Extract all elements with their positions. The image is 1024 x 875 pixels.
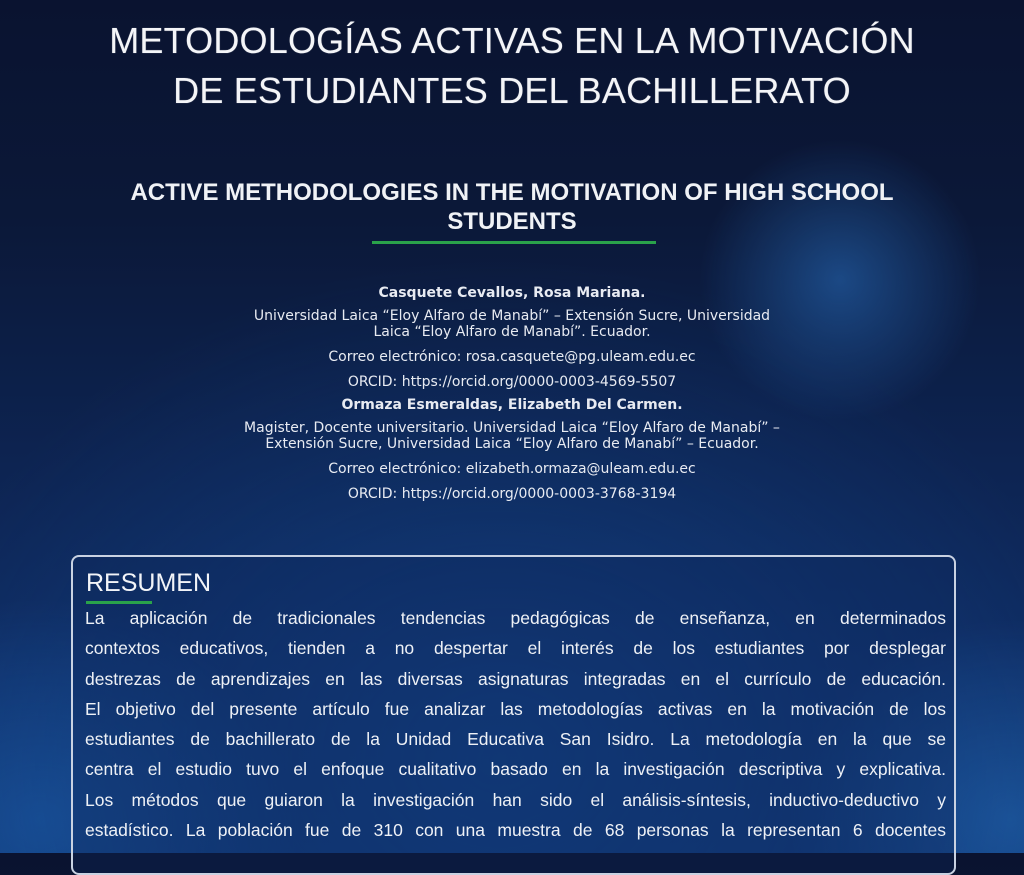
abstract-heading: RESUMEN <box>86 569 212 597</box>
abstract-line: centra el estudio tuvo el enfoque cualitativo basado en la investigación descriptiva y explicativa. <box>85 759 946 780</box>
abstract-text <box>85 603 946 845</box>
author-name: Casquete Cevallos, Rosa Mariana. <box>378 285 646 301</box>
author-name: Ormaza Esmeraldas, Elizabeth Del Carmen. <box>341 397 683 413</box>
abstract-line: Los métodos que guiaron la investigación han sido el análisis-síntesis, inductivo-deductivo y <box>85 789 946 810</box>
authors-block <box>0 283 1024 503</box>
author-1 <box>0 283 1024 391</box>
abstract-line: contextos educativos, tienden a no despertar el interés de los estudiantes por desplegar <box>85 638 946 659</box>
abstract-line: La aplicación de tradicionales tendencias pedagógicas de enseñanza, en determinados <box>85 608 946 628</box>
author-email: Correo electrónico: elizabeth.ormaza@uleam.edu.ec <box>328 461 696 477</box>
abstract-box <box>71 555 956 875</box>
affiliation-line-2: Laica “Eloy Alfaro de Manabí”. Ecuador. <box>373 324 651 340</box>
author-affiliation <box>0 308 1024 340</box>
abstract-line: estadístico. La población fue de 310 con una muestra de 68 personas la representan 6 docentes <box>85 820 946 841</box>
paper-title <box>0 16 1024 116</box>
title-divider <box>372 241 656 244</box>
paper-title-line-1: METODOLOGÍAS ACTIVAS EN LA MOTIVACIÓN <box>109 20 915 61</box>
author-affiliation <box>0 420 1024 452</box>
paper-subtitle-line-2: STUDENTS <box>447 208 577 235</box>
author-2 <box>0 395 1024 503</box>
affiliation-line-2: Extensión Sucre, Universidad Laica “Eloy Alfaro de Manabí” – Ecuador. <box>265 436 759 452</box>
affiliation-line-1: Universidad Laica “Eloy Alfaro de Manabí” – Extensión Sucre, Universidad <box>253 308 771 324</box>
abstract-line: destrezas de aprendizajes en las diversas asignaturas integradas en el currículo de educación. <box>85 668 946 689</box>
author-orcid: ORCID: https://orcid.org/0000-0003-3768-3194 <box>347 486 677 502</box>
paper-subtitle-english <box>0 178 1024 236</box>
author-orcid: ORCID: https://orcid.org/0000-0003-4569-5507 <box>347 374 677 390</box>
affiliation-line-1: Magister, Docente universitario. Universidad Laica “Eloy Alfaro de Manabí” – <box>244 420 780 436</box>
author-email: Correo electrónico: rosa.casquete@pg.uleam.edu.ec <box>328 349 696 365</box>
abstract-line: estudiantes de bachillerato de la Unidad Educativa San Isidro. La metodología en la que se <box>85 729 946 750</box>
paper-title-line-2: DE ESTUDIANTES DEL BACHILLERATO <box>173 70 851 111</box>
abstract-line: El objetivo del presente artículo fue analizar las metodologías activas en la motivación de los <box>85 698 946 719</box>
paper-subtitle-line-1: ACTIVE METHODOLOGIES IN THE MOTIVATION OF HIGH SCHOOL <box>130 179 894 206</box>
